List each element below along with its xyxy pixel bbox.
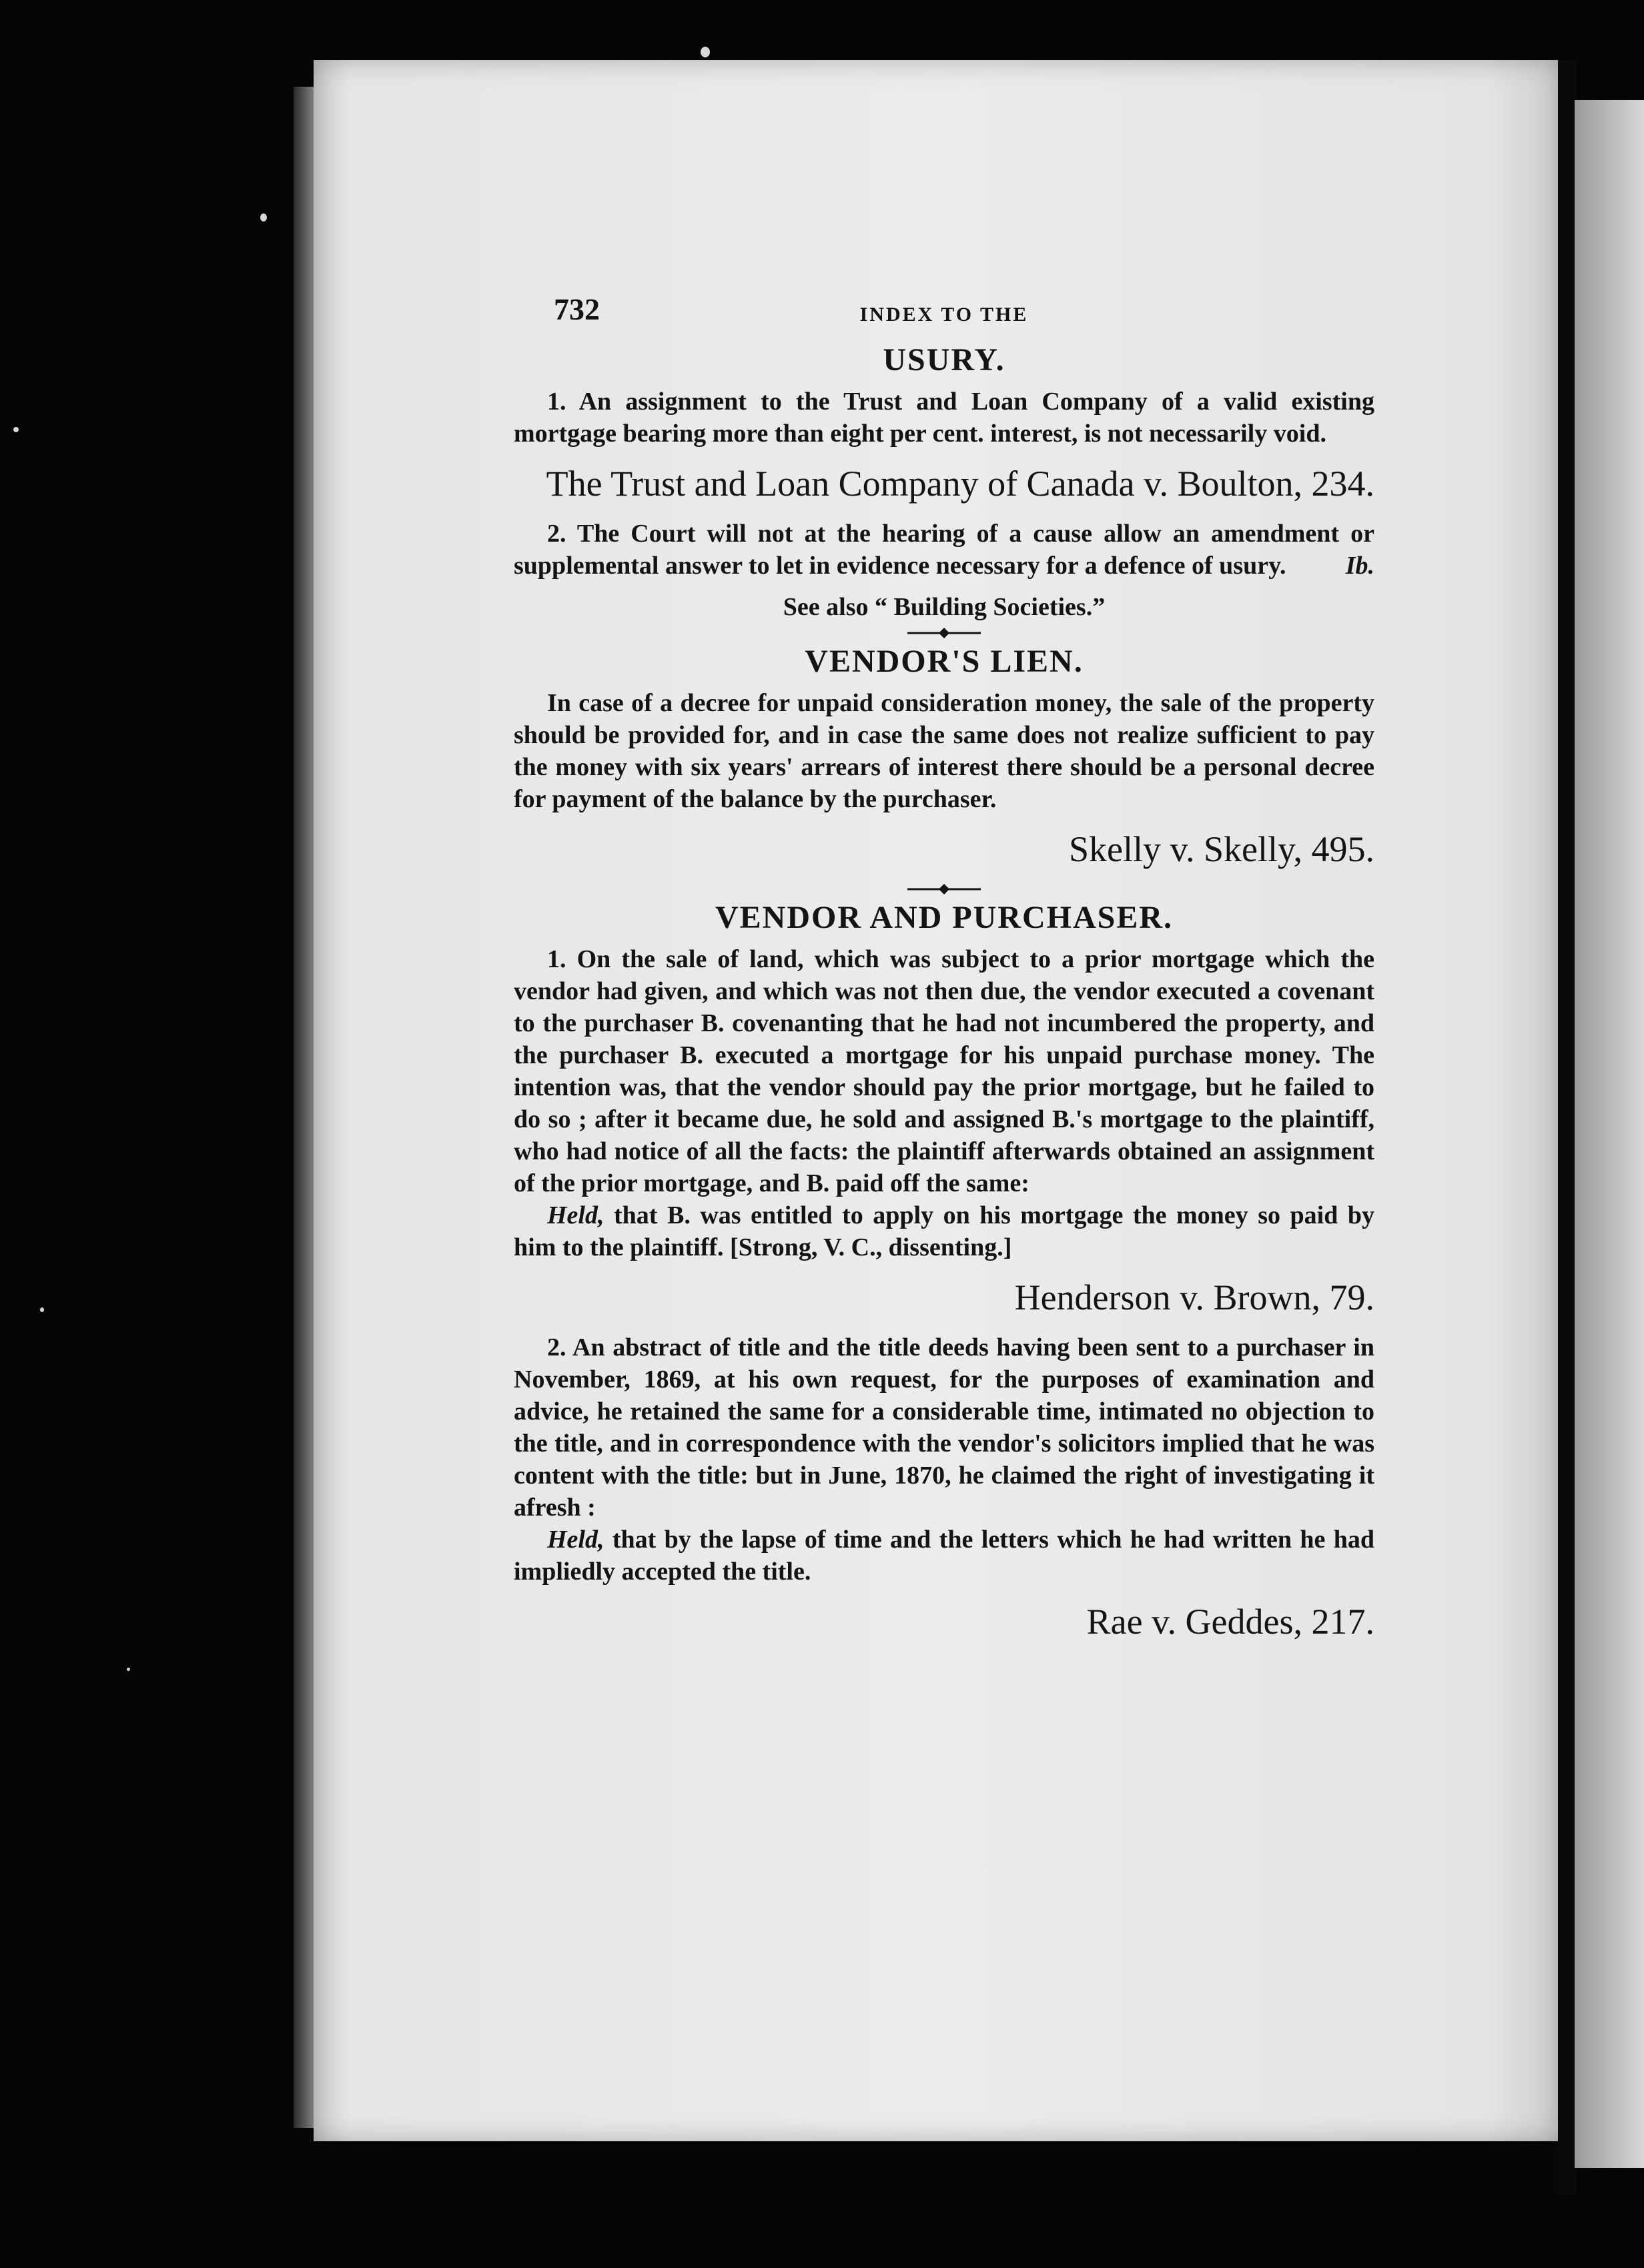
held-label: Held,	[547, 1526, 604, 1554]
case-citation-rae: Rae v. Geddes, 217.	[1086, 1602, 1374, 1642]
page-number: 732	[554, 292, 600, 326]
dust-speck	[127, 1668, 130, 1671]
ibid-reference: Ib.	[1345, 552, 1374, 580]
held-label: Held,	[547, 1201, 604, 1229]
usury-item-2: 2. The Court will not at the hearing of a cause allow an amendment or supplemental answer to let in evidence necessary for a defence of usury.	[514, 520, 1374, 580]
vendors-lien-text: In case of a decree for unpaid consideration money, the sale of the property should be provided for, and in case the same does not realize sufficient to pay the money with six years' arrears of interest there should be a personal decree for payment of the balance by the purchaser.	[514, 689, 1374, 813]
held-text: that B. was entitled to apply on his mortgage the money so paid by him to the plaintiff. [Strong, V. C., dissenting.]	[514, 1201, 1374, 1261]
section-divider-ornament	[907, 627, 981, 639]
see-also-note: See also “ Building Societies.”	[783, 593, 1106, 621]
page-header	[514, 294, 1374, 334]
dust-speck	[260, 213, 267, 221]
facing-page-edge	[1575, 100, 1644, 2168]
case-citation-henderson: Henderson v. Brown, 79.	[1014, 1277, 1374, 1317]
dust-speck	[40, 1307, 44, 1312]
left-page-edge	[294, 87, 316, 2128]
held-text: that by the lapse of time and the letters which he had written he had impliedly accepted the title.	[514, 1526, 1375, 1586]
vendor-purchaser-item-1: 1. On the sale of land, which was subject to a prior mortgage which the vendor had given, and which was not then due, the vendor executed a covenant to the purchaser B. covenanting that he had not incumbered the property, and the purchaser B. executed a mortgage for his unpaid purchase money. The intention was, that the vendor should pay the prior mortgage, but he failed to do so ; after it became due, he sold and assigned B.'s mortgage to the plaintiff, who had notice of all the facts: the plaintiff afterwards obtained an assignment of the prior mortgage, and B. paid off the same:	[514, 945, 1374, 1197]
section-title-usury: USURY.	[883, 342, 1005, 378]
section-title-vendors-lien: VENDOR'S LIEN.	[805, 644, 1084, 679]
case-citation-skelly: Skelly v. Skelly, 495.	[1069, 829, 1374, 869]
held-paragraph-1	[514, 1199, 1374, 1263]
dust-speck	[13, 427, 19, 432]
case-citation-trust-loan: The Trust and Loan Company of Canada v. Boulton, 234.	[546, 464, 1374, 504]
vendor-purchaser-item-2: 2. An abstract of title and the title deeds having been sent to a purchaser in November, 1869, at his own request, for the purposes of examination and advice, he retained the same for a considerable time, intimated no objection to the title, and in correspondence with the vendor's solicitors implied that he was content with the title: but in June, 1870, he claimed the right of investigating it afresh :	[514, 1333, 1374, 1522]
page-gutter	[1558, 60, 1577, 2195]
usury-item-1: 1. An assignment to the Trust and Loan Company of a valid existing mortgage bearing more than eight per cent. interest, is not necessarily void.	[514, 388, 1374, 448]
page-content	[514, 294, 1374, 1656]
section-title-vendor-purchaser: VENDOR AND PURCHASER.	[715, 900, 1174, 935]
dust-speck	[701, 47, 710, 57]
section-divider-ornament	[907, 883, 981, 895]
running-title: INDEX TO THE	[859, 304, 1029, 326]
held-paragraph-2	[514, 1524, 1374, 1588]
